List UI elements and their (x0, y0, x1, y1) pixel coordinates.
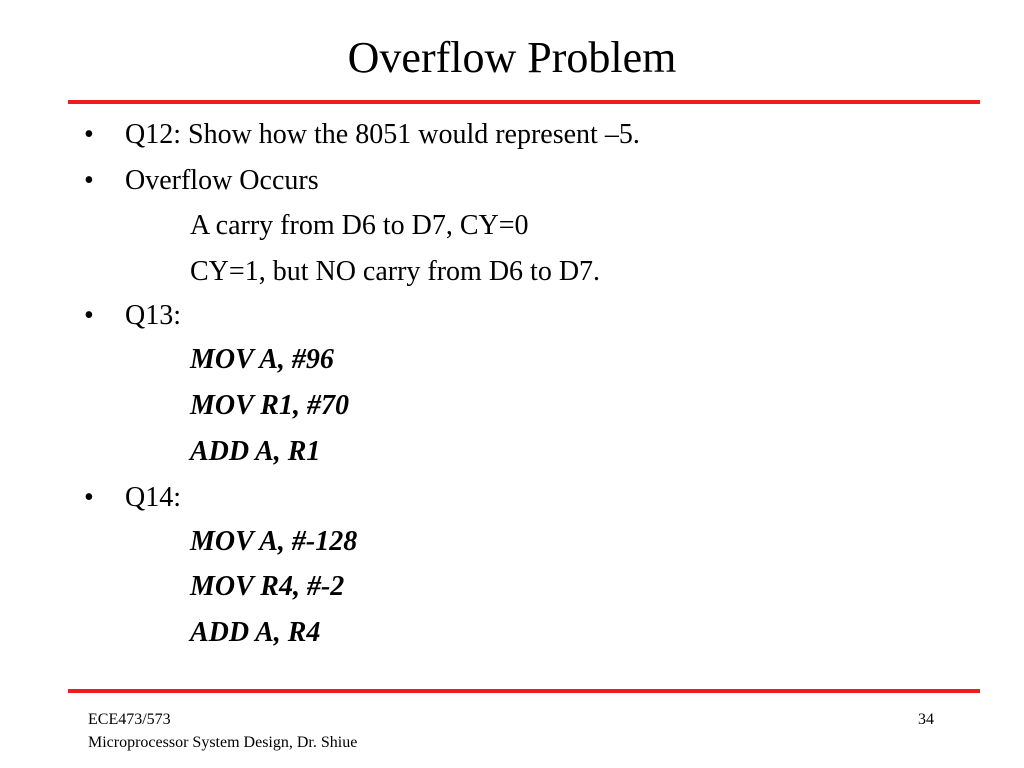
bullet-q12: • (84, 119, 94, 150)
q13-code-line-2: MOV R1, #70 (190, 390, 349, 421)
overflow-case-1: A carry from D6 to D7, CY=0 (190, 210, 529, 241)
bullet-q13: • (84, 300, 94, 331)
q13-code-line-3: ADD A, R1 (190, 436, 321, 467)
title-divider (68, 100, 980, 104)
q14-code-line-1: MOV A, #-128 (190, 526, 358, 557)
overflow-heading: Overflow Occurs (125, 165, 319, 196)
footer-divider (68, 689, 980, 693)
q14-code-line-3: ADD A, R4 (190, 617, 321, 648)
footer-subtitle: Microprocessor System Design, Dr. Shiue (88, 734, 358, 751)
overflow-case-2: CY=1, but NO carry from D6 to D7. (190, 256, 601, 287)
q14-label: Q14: (125, 482, 181, 513)
slide-title: Overflow Problem (347, 33, 677, 82)
bullet-overflow: • (84, 165, 94, 196)
q12-text: Q12: Show how the 8051 would represent –5. (125, 119, 640, 150)
q13-label: Q13: (125, 300, 181, 331)
q14-code-line-2: MOV R4, #-2 (190, 571, 345, 602)
footer-course: ECE473/573 (88, 711, 171, 728)
q13-code-line-1: MOV A, #96 (190, 344, 334, 375)
page-number: 34 (918, 711, 934, 728)
bullet-q14: • (84, 482, 94, 513)
